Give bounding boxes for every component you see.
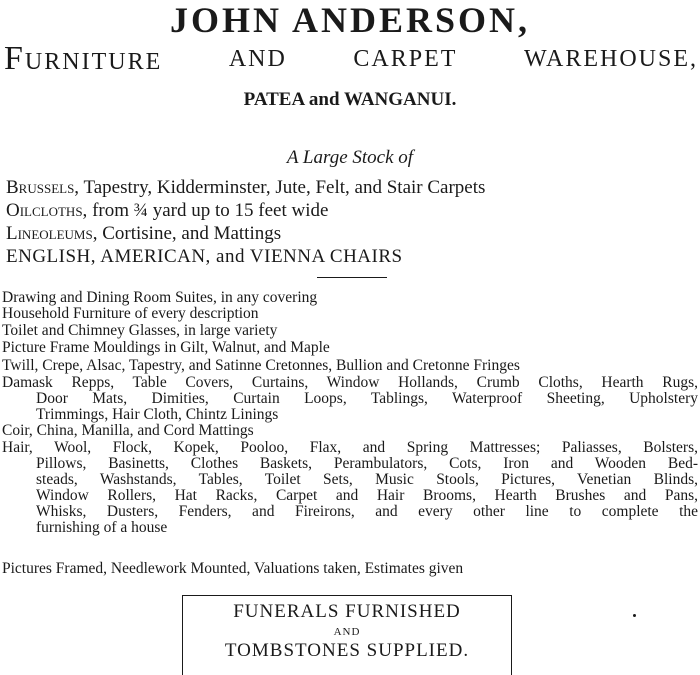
item-line: steads, Washstands, Tables, Toilet Sets, Music Stools, Pictures, Venetian Blinds, — [36, 471, 698, 488]
item-line: Window Rollers, Hat Racks, Carpet and Hair Brooms, Hearth Brushes and Pans, — [36, 487, 698, 504]
trade-word-3: CARPET — [353, 46, 458, 72]
item-line: furnishing of a house — [36, 519, 168, 536]
funerals-box — [182, 595, 512, 675]
locations: PATEA and WANGANUI. — [243, 89, 457, 110]
divider-rule — [317, 277, 387, 278]
item-line: Whisks, Dusters, Fenders, and Fireirons, and every other line to complete the — [36, 503, 698, 520]
item-line: Hair, Wool, Flock, Kopek, Pooloo, Flax, and Spring Mattresses; Paliasses, Bolsters, — [2, 439, 698, 456]
stock-intro: A Large Stock of — [286, 147, 414, 168]
box-line-3: TOMBSTONES SUPPLIED. — [224, 640, 470, 661]
stock-lead: Oilcloths, — [6, 200, 88, 221]
item-line: Pictures Framed, Needlework Mounted, Valuations taken, Estimates given — [2, 560, 464, 577]
item-line: Drawing and Dining Room Suites, in any covering — [2, 289, 318, 306]
list-item — [2, 358, 698, 374]
list-item — [2, 375, 698, 423]
item-line: Coir, China, Manilla, and Cord Mattings — [2, 422, 254, 439]
stock-lead: Brussels, — [6, 177, 80, 198]
trade-heading — [4, 40, 698, 77]
trade-word-4: WAREHOUSE, — [524, 46, 698, 72]
list-item — [2, 323, 698, 339]
stock-lead: Lineoleums, — [6, 223, 98, 244]
item-line: Door Mats, Dimities, Curtain Loops, Tablings, Waterproof Sheeting, Upholstery — [36, 390, 698, 407]
trade-word-2: AND — [228, 46, 287, 72]
trade-initial: F — [4, 40, 25, 77]
box-line-2: AND — [333, 626, 361, 638]
item-line: Damask Repps, Table Covers, Curtains, Window Hollands, Crumb Cloths, Hearth Rugs, — [2, 374, 698, 391]
list-item — [2, 340, 698, 356]
stock-line-lineoleums: Lineoleums, Cortisine, and Mattings — [6, 223, 282, 244]
list-item — [2, 440, 698, 536]
stock-line-chairs: ENGLISH, AMERICAN, and VIENNA CHAIRS — [6, 246, 403, 267]
item-line: Trimmings, Hair Cloth, Chintz Linings — [36, 406, 279, 423]
box-line-1: FUNERALS FURNISHED — [233, 601, 461, 622]
item-line: Twill, Crepe, Alsac, Tapestry, and Satinne Cretonnes, Bullion and Cretonne Fringes — [2, 357, 520, 374]
list-item — [2, 290, 698, 306]
item-line: Household Furniture of every description — [2, 305, 259, 322]
stray-mark — [633, 614, 636, 617]
stock-line-oilcloths: Oilcloths, from ¾ yard up to 15 feet wide — [6, 200, 329, 221]
business-name: JOHN ANDERSON, — [169, 0, 531, 40]
item-line: Toilet and Chimney Glasses, in large variety — [2, 322, 278, 339]
stock-line-carpets: Brussels, Tapestry, Kidderminster, Jute, Felt, and Stair Carpets — [6, 177, 486, 198]
list-item — [2, 306, 698, 322]
item-line: Picture Frame Mouldings in Gilt, Walnut, and Maple — [2, 339, 330, 356]
list-item — [2, 561, 698, 577]
list-item — [2, 423, 698, 439]
item-line: Pillows, Basinetts, Clothes Baskets, Perambulators, Cots, Iron and Wooden Bed- — [36, 455, 698, 472]
trade-word-1: FURNITURE — [4, 40, 163, 77]
